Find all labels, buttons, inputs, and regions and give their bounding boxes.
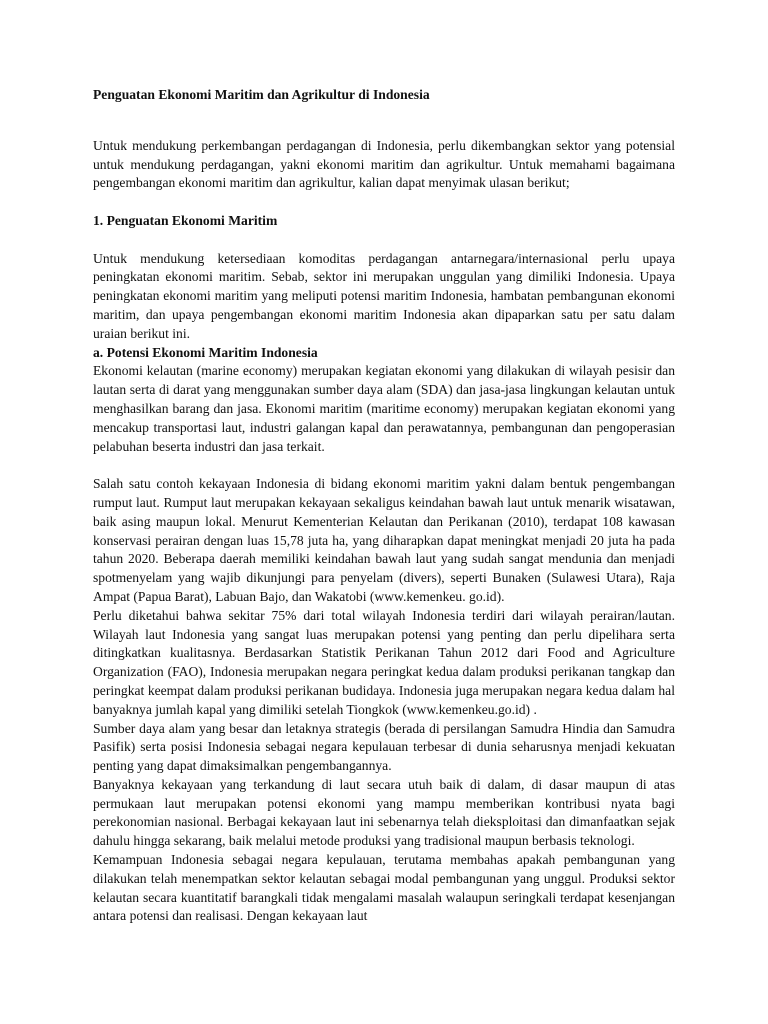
territory-paragraph: Perlu diketahui bahwa sekitar 75% dari total wilayah Indonesia terdiri dari wilayah perairan/lautan. Wilayah laut Indonesia yang sangat luas merupakan potensi yang penting dan perlu dipelihara serta ditingkatkan kualitasnya. Berdasarkan Statistik Perikanan Tahun 2012 dari Food and Agriculture Organization (FAO), Indonesia merupakan negara peringkat kedua dalam produksi perikanan tangkap dan peringkat keempat dalam produksi perikanan budidaya. Indonesia juga merupakan negara kedua dalam hal banyaknya jumlah kapal yang dimiliki setelah Tiongkok (www.kemenkeu.go.id) . bbox=[93, 607, 675, 717]
marine-economy-paragraph: Ekonomi kelautan (marine economy) merupakan kegiatan ekonomi yang dilakukan di wilayah pesisir dan lautan serta di darat yang menggunakan sumber daya alam (SDA) dan jasa-jasa lingkungan kelautan untuk menghasilkan barang dan jasa. Ekonomi maritim (maritime economy) merupakan kegiatan ekonomi yang mencakup transportasi laut, industri galangan kapal dan perawatannya, pembangunan dan pengoperasian pelabuhan beserta industri dan jasa terkait. bbox=[93, 363, 675, 454]
natural-resources-paragraph: Sumber daya alam yang besar dan letaknya strategis (berada di persilangan Samudra Hindia dan Samudra Pasifik) serta posisi Indonesia sebagai negara kepulauan terbesar di dunia seharusnya menjadi kekuatan penting yang dapat dimaksimalkan pengembangannya. bbox=[93, 720, 675, 774]
section-1-heading: 1. Penguatan Ekonomi Maritim bbox=[93, 212, 278, 228]
intro-paragraph: Untuk mendukung perkembangan perdagangan di Indonesia, perlu dikembangkan sektor yang potensial untuk mendukung perdagangan, yakni ekonomi maritim dan agrikultur. Untuk memahami bagaimana pengembangan ekonomi maritim dan agrikultur, kalian dapat menyimak ulasan berikut; bbox=[93, 137, 675, 191]
seaweed-paragraph: Salah satu contoh kekayaan Indonesia di bidang ekonomi maritim yakni dalam bentuk pengembangan rumput laut. Rumput laut merupakan kekayaan sekaligus keindahan bawah laut untuk menarik wisatawan, baik asing maupun lokal. Menurut Kementerian Kelautan dan Perikanan (2010), terdapat 108 kawasan konservasi perairan dengan luas 15,78 juta ha, yang diharapkan dapat meningkat menjadi 20 juta ha pada tahun 2020. Beberapa daerah memiliki keindahan bawah laut yang sudah sangat mendunia dan menjadi spotmenyelam yang wajib dikunjungi para penyelam (divers), seperti Bunaken (Sulawesi Utara), Raja Ampat (Papua Barat), Labuan Bajo, dan Wakatobi (www.kemenkeu. go.id). bbox=[93, 476, 675, 604]
subsection-a-heading: a. Potensi Ekonomi Maritim Indonesia bbox=[93, 344, 318, 360]
section-1-paragraph: Untuk mendukung ketersediaan komoditas perdagangan antarnegara/internasional perlu upaya peningkatan ekonomi maritim. Sebab, sektor ini merupakan unggulan yang dimiliki Indonesia. Upaya peningkatan ekonomi maritim yang meliputi potensi maritim Indonesia, hambatan pembangunan ekonomi maritim, dan upaya pengembangan ekonomi maritim Indonesia akan dipaparkan satu per satu dalam uraian berikut ini. bbox=[93, 250, 675, 341]
document-title: Penguatan Ekonomi Maritim dan Agrikultur di Indonesia bbox=[93, 87, 430, 102]
archipelago-paragraph: Kemampuan Indonesia sebagai negara kepulauan, terutama membahas apakah pembangunan yang dilakukan telah menempatkan sektor kelautan sebagai modal pembangunan yang unggul. Produksi sektor kelautan secara kuantitatif barangkali tidak mengalami masalah walaupun seringkali terdapat kesenjangan antara potensi dan realisasi. Dengan kekayaan laut bbox=[93, 852, 675, 924]
sea-wealth-paragraph: Banyaknya kekayaan yang terkandung di laut secara utuh baik di dalam, di dasar maupun di atas permukaan laut merupakan potensi ekonomi yang mampu memberikan kontribusi nyata bagi perekonomian nasional. Berbagai kekayaan laut ini sebenarnya telah dieksploitasi dan dimanfaatkan sejak dahulu hingga sekarang, baik melalui metode produksi yang tradisional maupun berbasis teknologi. bbox=[93, 776, 675, 849]
document-page bbox=[93, 86, 675, 926]
